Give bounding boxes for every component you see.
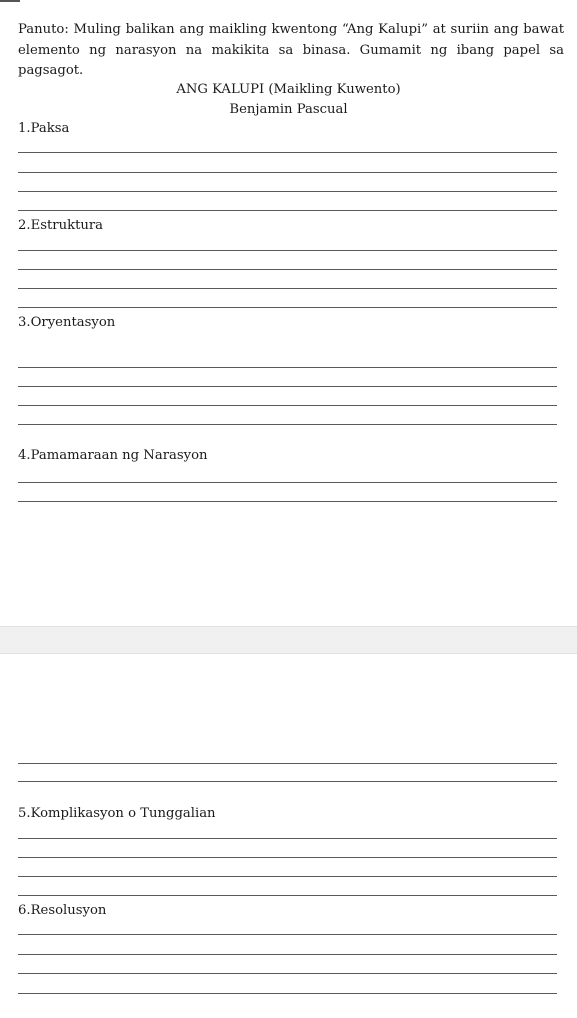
answer-line[interactable] bbox=[18, 763, 557, 764]
story-author: Benjamin Pascual bbox=[229, 102, 348, 117]
section-heading-paksa: 1.Paksa bbox=[18, 121, 70, 136]
answer-line[interactable] bbox=[18, 386, 557, 387]
answer-line[interactable] bbox=[18, 424, 557, 425]
answer-line[interactable] bbox=[18, 288, 557, 289]
answer-line[interactable] bbox=[18, 895, 557, 896]
answer-line[interactable] bbox=[18, 210, 557, 211]
answer-line[interactable] bbox=[18, 993, 557, 994]
section-heading-komplikasyon: 5.Komplikasyon o Tunggalian bbox=[18, 806, 216, 821]
answer-line[interactable] bbox=[18, 152, 557, 153]
answer-line[interactable] bbox=[18, 172, 557, 173]
answer-line[interactable] bbox=[18, 307, 557, 308]
answer-line[interactable] bbox=[18, 857, 557, 858]
answer-line[interactable] bbox=[18, 781, 557, 782]
answer-line[interactable] bbox=[18, 954, 557, 955]
answer-line[interactable] bbox=[18, 405, 557, 406]
story-title: ANG KALUPI (Maikling Kuwento) bbox=[176, 82, 401, 97]
page-mark bbox=[0, 0, 20, 2]
page-break bbox=[0, 626, 577, 654]
answer-line[interactable] bbox=[18, 191, 557, 192]
answer-line[interactable] bbox=[18, 501, 557, 502]
answer-line[interactable] bbox=[18, 934, 557, 935]
section-heading-resolusyon: 6.Resolusyon bbox=[18, 903, 107, 918]
answer-line[interactable] bbox=[18, 838, 557, 839]
answer-line[interactable] bbox=[18, 269, 557, 270]
answer-line[interactable] bbox=[18, 482, 557, 483]
answer-line[interactable] bbox=[18, 876, 557, 877]
instructions-text: Panuto: Muling balikan ang maikling kwentong “Ang Kalupi” at suriin ang bawat elemento ng narasyon na makikita sa binasa. Gumamit ng ibang papel sa pagsagot. bbox=[18, 22, 564, 78]
answer-line[interactable] bbox=[18, 973, 557, 974]
answer-line[interactable] bbox=[18, 250, 557, 251]
section-heading-pamamaraan: 4.Pamamaraan ng Narasyon bbox=[18, 448, 208, 463]
section-heading-oryentasyon: 3.Oryentasyon bbox=[18, 315, 116, 330]
worksheet-page-2 bbox=[0, 654, 577, 1018]
answer-line[interactable] bbox=[18, 367, 557, 368]
section-heading-estruktura: 2.Estruktura bbox=[18, 218, 104, 233]
